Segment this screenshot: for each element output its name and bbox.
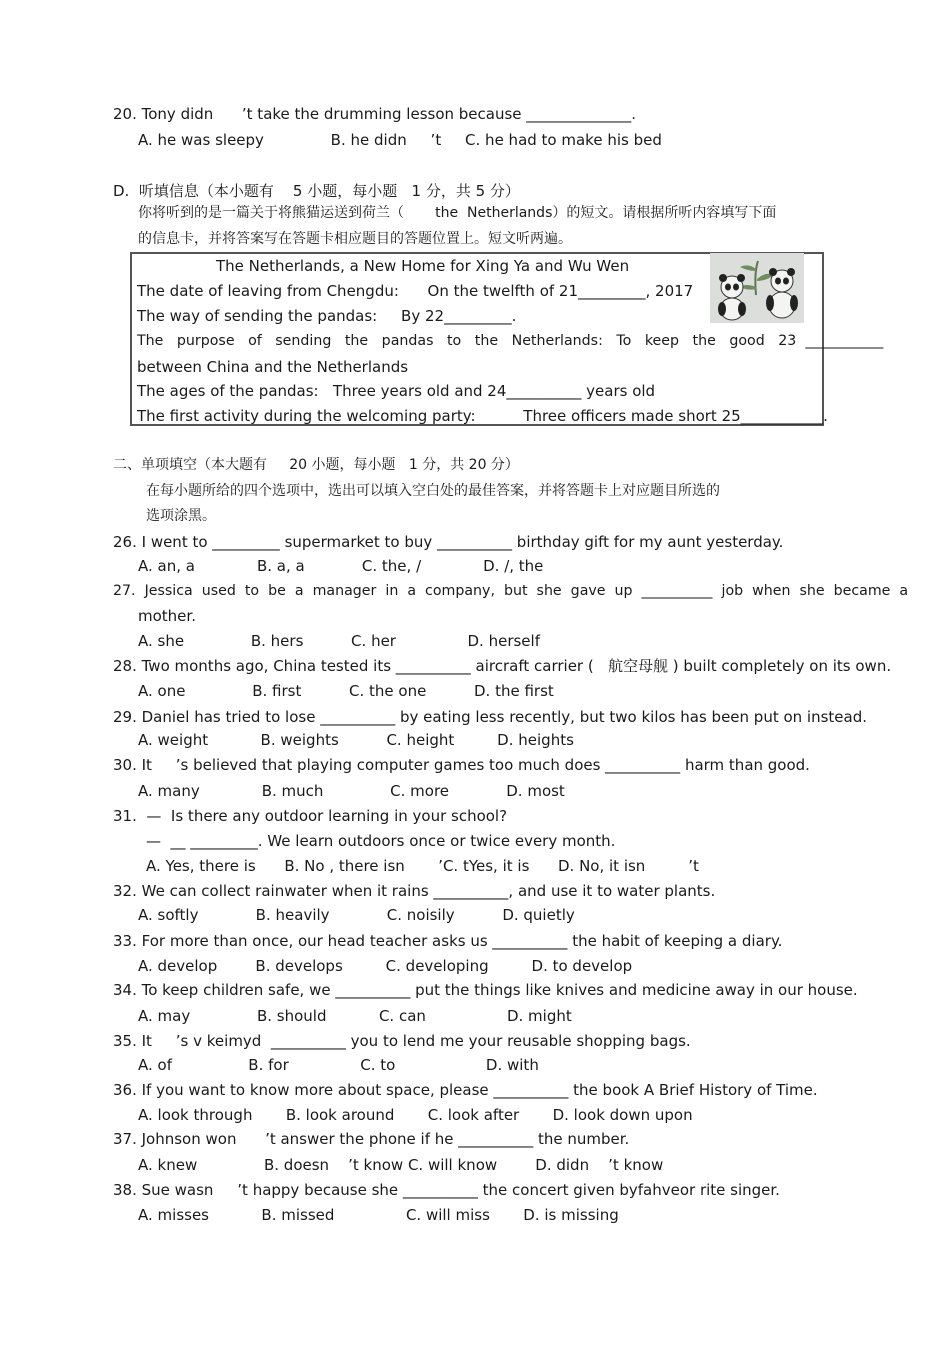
q38-stem: 38. Sue wasn ’t happy because she __________ the concert given byfahveor rite singer. <box>113 1181 780 1199</box>
q34-options: A. may B. should C. can D. might <box>138 1007 572 1025</box>
q31-response: — __ _________. We learn outdoors once or twice every month. <box>146 832 616 850</box>
section-2-instruction-2: 选项涂黑。 <box>146 508 216 524</box>
q30-options: A. many B. much C. more D. most <box>138 782 565 800</box>
section-2-title: 二、单项填空（本大题有 20 小题，每小题 1 分，共 20 分） <box>113 457 519 473</box>
q20-stem: 20. Tony didn ’t take the drumming lesson because ______________. <box>113 105 637 123</box>
card-title: The Netherlands, a New Home for Xing Ya and Wu Wen <box>216 257 630 275</box>
card-activity: The first activity during the welcoming party: Three officers made short 25___________. <box>137 407 828 425</box>
q32-stem: 32. We can collect rainwater when it rains __________, and use it to water plants. <box>113 882 716 900</box>
section-2-instruction-1: 在每小题所给的四个选项中，选出可以填入空白处的最佳答案，并将答题卡上对应题目所选的 <box>146 483 720 499</box>
q38-options: A. misses B. missed C. will miss D. is missing <box>138 1206 619 1224</box>
q37-options: A. knew B. doesn ’t know C. will know D. didn ’t know <box>138 1156 664 1174</box>
q37-stem: 37. Johnson won ’t answer the phone if he __________ the number. <box>113 1130 630 1148</box>
section-d-title: D. 听填信息（本小题有 5 小题，每小题 1 分，共 5 分） <box>113 182 520 200</box>
section-d-instruction-2: 的信息卡，并将答案写在答题卡相应题目的答题位置上。短文听两遍。 <box>138 231 572 247</box>
q27-options: A. she B. hers C. her D. herself <box>138 632 540 650</box>
q20-options: A. he was sleepy B. he didn ’t C. he had to make his bed <box>138 131 662 149</box>
q31-stem: 31. — Is there any outdoor learning in your school? <box>113 807 508 825</box>
q26-options: A. an, a B. a, a C. the, / D. /, the <box>138 557 544 575</box>
q28-options: A. one B. first C. the one D. the first <box>138 682 554 700</box>
q26-stem: 26. I went to _________ supermarket to buy __________ birthday gift for my aunt yesterday. <box>113 533 784 551</box>
card-date: The date of leaving from Chengdu: On the twelfth of 21_________, 2017 <box>137 282 694 300</box>
card-way: The way of sending the pandas: By 22_________. <box>137 307 517 325</box>
q31-options: A. Yes, there is B. No , there isn ’C. tYes, it is D. No, it isn ’t <box>146 857 699 875</box>
q29-options: A. weight B. weights C. height D. heights <box>138 731 574 749</box>
q27-stem: 27. Jessica used to be a manager in a company, but she gave up __________ job when she became a <box>113 583 909 599</box>
q32-options: A. softly B. heavily C. noisily D. quietly <box>138 906 575 924</box>
q36-stem: 36. If you want to know more about space, please __________ the book A Brief History of Time. <box>113 1081 818 1099</box>
card-purpose-1: The purpose of sending the pandas to the Netherlands: To keep the good 23 ___________ <box>137 333 884 349</box>
q27-stem-cont: mother. <box>138 607 196 625</box>
q34-stem: 34. To keep children safe, we __________ put the things like knives and medicine away in our house. <box>113 981 858 999</box>
panda-image <box>710 253 804 323</box>
q35-stem: 35. It ’s v keimyd __________ you to lend me your reusable shopping bags. <box>113 1032 691 1050</box>
q29-stem: 29. Daniel has tried to lose __________ by eating less recently, but two kilos has been put on instead. <box>113 708 868 726</box>
section-d-instruction-1: 你将听到的是一篇关于将熊猫运送到荷兰（ the Netherlands）的短文。请根据所听内容填写下面 <box>138 205 777 221</box>
q33-options: A. develop B. develops C. developing D. to develop <box>138 957 633 975</box>
q33-stem: 33. For more than once, our head teacher asks us __________ the habit of keeping a diary. <box>113 932 783 950</box>
q35-options: A. of B. for C. to D. with <box>138 1056 539 1074</box>
q36-options: A. look through B. look around C. look after D. look down upon <box>138 1106 693 1124</box>
panda-icon <box>710 253 804 323</box>
card-ages: The ages of the pandas: Three years old and 24__________ years old <box>137 382 656 400</box>
q28-stem: 28. Two months ago, China tested its __________ aircraft carrier ( 航空母舰 ) built completely on its own. <box>113 657 892 675</box>
q30-stem: 30. It ’s believed that playing computer games too much does __________ harm than good. <box>113 756 810 774</box>
card-purpose-2: between China and the Netherlands <box>137 358 409 376</box>
